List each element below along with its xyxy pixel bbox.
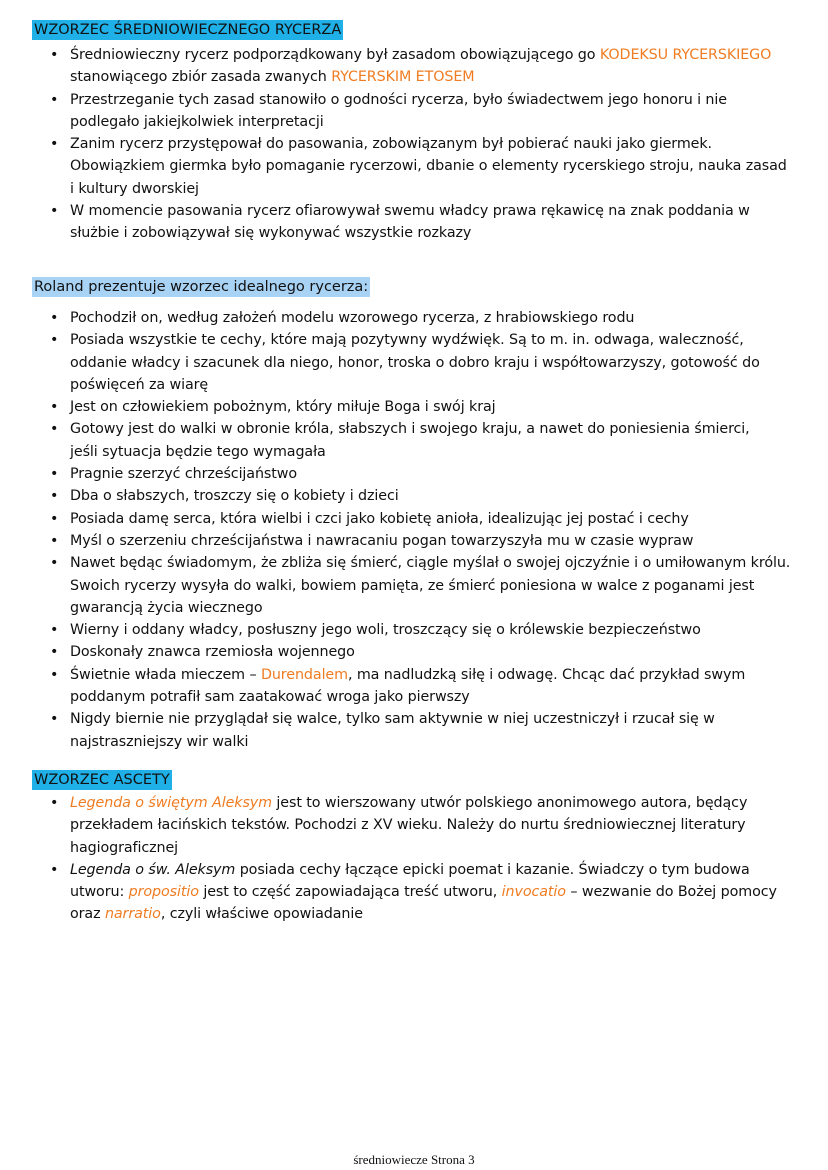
bullet-icon: •	[50, 136, 59, 153]
list-item	[0, 859, 777, 926]
highlighted-text: Legenda o świętym Aleksym	[70, 795, 272, 811]
bullet-icon: •	[50, 47, 59, 63]
highlighted-text: Durendalem	[260, 666, 348, 683]
text-segment: Myśl o szerzeniu chrześcijaństwa i nawracaniu pogan towarzyszyła mu w czasie wypraw	[70, 532, 694, 549]
bullet-icon: •	[50, 332, 59, 349]
text-segment: najstraszniejszy wir walki	[70, 733, 249, 750]
text-segment: służbie i zobowiązywał się wykonywać wszystkie rozkazy	[70, 225, 472, 242]
list-item	[0, 508, 790, 530]
text-segment: i kultury dworskiej	[70, 180, 199, 197]
bullet-icon: •	[50, 310, 59, 326]
list-item	[0, 89, 787, 134]
list-item	[0, 485, 790, 507]
list-item	[0, 44, 787, 89]
bullet-icon: •	[50, 622, 59, 639]
text-segment: W momencie pasowania rycerz ofiarowywał swemu władcy prawa rękawicę na znak poddania w	[70, 203, 750, 220]
text-segment: , ma nadludzką siłę i odwagę. Chcąc dać przykład swym	[347, 666, 746, 683]
highlighted-text: propositio	[128, 884, 199, 901]
list-item	[0, 329, 790, 396]
bullet-icon: •	[50, 466, 59, 483]
page-footer: średniowiecze Strona 3	[353, 1152, 475, 1167]
text-segment: Świetnie włada mieczem –	[70, 666, 261, 683]
highlighted-text: RYCERSKIM ETOSEM	[331, 69, 475, 86]
list-item	[0, 530, 790, 552]
text-segment: Nigdy biernie nie przyglądał się walce, tylko sam aktywnie w niej uczestniczył i rzucał się w	[70, 711, 715, 728]
list-item	[0, 664, 790, 709]
bullet-icon: •	[50, 711, 59, 728]
text-segment: oddanie władcy i szacunek dla niego, honor, troska o dobro kraju i współtowarzyszy, gotowość do	[70, 354, 760, 371]
bullet-icon: •	[50, 644, 59, 661]
text-segment: Obowiązkiem giermka było pomaganie rycerzowi, dbanie o elementy rycerskiego stroju, nauka zasad	[70, 158, 787, 175]
text-segment: poświęceń za wiarę	[70, 376, 209, 393]
text-segment: Gotowy jest do walki w obronie króla, słabszych i swojego kraju, a nawet do poniesienia śmierci,	[70, 421, 750, 438]
text-segment: przekładem łacińskich tekstów. Pochodzi z XV wieku. Należy do nurtu średniowiecznej literatury	[70, 817, 746, 834]
bullet-icon: •	[50, 488, 59, 505]
text-segment: utworu:	[70, 884, 129, 901]
list-item	[0, 418, 790, 463]
list-item	[0, 792, 777, 859]
text-segment: stanowiącego zbiór zasada zwanych	[70, 69, 332, 86]
highlighted-text: narratio	[104, 906, 161, 923]
section-heading: WZORZEC ŚREDNIOWIECZNEGO RYCERZA	[34, 22, 342, 38]
text-segment: Jest on człowiekiem pobożnym, który miłuje Boga i swój kraj	[70, 399, 496, 416]
text-segment: Wierny i oddany władcy, posłuszny jego woli, troszczący się o królewskie bezpieczeństwo	[70, 622, 701, 639]
list-item	[0, 133, 787, 200]
text-segment: Posiada wszystkie te cechy, które mają pozytywny wydźwięk. Są to m. in. odwaga, waleczność,	[70, 332, 744, 349]
list-item	[0, 200, 787, 245]
text-segment: , czyli właściwe opowiadanie	[160, 906, 363, 923]
text-segment: Dba o słabszych, troszczy się o kobiety i dzieci	[70, 488, 399, 505]
text-segment: Zanim rycerz przystępował do pasowania, zobowiązanym był pobierać nauki jako giermek.	[70, 136, 712, 153]
text-segment: gwarancją życia wiecznego	[70, 599, 263, 616]
bullet-icon: •	[50, 510, 59, 527]
bullet-list	[0, 44, 787, 245]
bullet-icon: •	[50, 861, 59, 878]
text-segment: posiada cechy łączące epicki poemat i kazanie. Świadczy o tym budowa	[235, 861, 750, 878]
list-item	[0, 708, 790, 753]
list-item	[0, 641, 790, 663]
text-segment: Doskonały znawca rzemiosła wojennego	[70, 644, 355, 661]
text-segment: Przestrzeganie tych zasad stanowiło o godności rycerza, było świadectwem jego honoru i nie	[70, 91, 727, 108]
list-item	[0, 307, 790, 329]
section-heading: Roland prezentuje wzorzec idealnego rycerza:	[34, 279, 369, 295]
text-segment: jest to część zapowiadająca treść utworu,	[198, 884, 502, 901]
list-item	[0, 396, 790, 418]
bullet-icon: •	[50, 91, 59, 108]
text-segment: Swoich rycerzy wysyła do walki, bowiem pamięta, ze śmierć poniesiona w walce z poganami jest	[70, 577, 755, 594]
text-segment: oraz	[70, 906, 105, 923]
list-item	[0, 552, 790, 619]
bullet-icon: •	[50, 421, 59, 438]
text-segment: podlegało jakiejkolwiek interpretacji	[70, 113, 324, 130]
list-item	[0, 463, 790, 485]
text-segment: – wezwanie do Bożej pomocy	[565, 884, 777, 901]
bullet-icon: •	[50, 666, 59, 683]
list-item	[0, 619, 790, 641]
highlighted-text: invocatio	[501, 884, 566, 901]
text-segment: jeśli sytuacja będzie tego wymagała	[70, 443, 326, 460]
text-segment: Nawet będąc świadomym, że zbliża się śmierć, ciągle myślał o swojej ojczyźnie i o umiłowanym królu.	[70, 555, 791, 572]
text-segment: Legenda o św. Aleksym	[70, 861, 236, 878]
text-segment: jest to wierszowany utwór polskiego anonimowego autora, będący	[271, 795, 748, 811]
highlighted-text: KODEKSU RYCERSKIEGO	[599, 47, 772, 63]
bullet-list	[0, 307, 790, 753]
bullet-icon: •	[50, 795, 59, 811]
bullet-list	[0, 792, 777, 926]
text-segment: Pragnie szerzyć chrześcijaństwo	[70, 466, 298, 483]
bullet-icon: •	[50, 555, 59, 572]
bullet-icon: •	[50, 399, 59, 416]
text-segment: Posiada damę serca, która wielbi i czci jako kobietę anioła, idealizując jej postać i cechy	[70, 510, 689, 527]
text-segment: Średniowieczny rycerz podporządkowany był zasadom obowiązującego go	[70, 47, 600, 63]
text-segment: Pochodził on, według założeń modelu wzorowego rycerza, z hrabiowskiego rodu	[70, 310, 635, 326]
section-heading: WZORZEC ASCETY	[34, 772, 170, 788]
text-segment: hagiograficznej	[70, 839, 179, 856]
bullet-icon: •	[50, 532, 59, 549]
text-segment: poddanym potrafił sam zaatakować wroga jako pierwszy	[70, 689, 470, 706]
bullet-icon: •	[50, 203, 59, 220]
